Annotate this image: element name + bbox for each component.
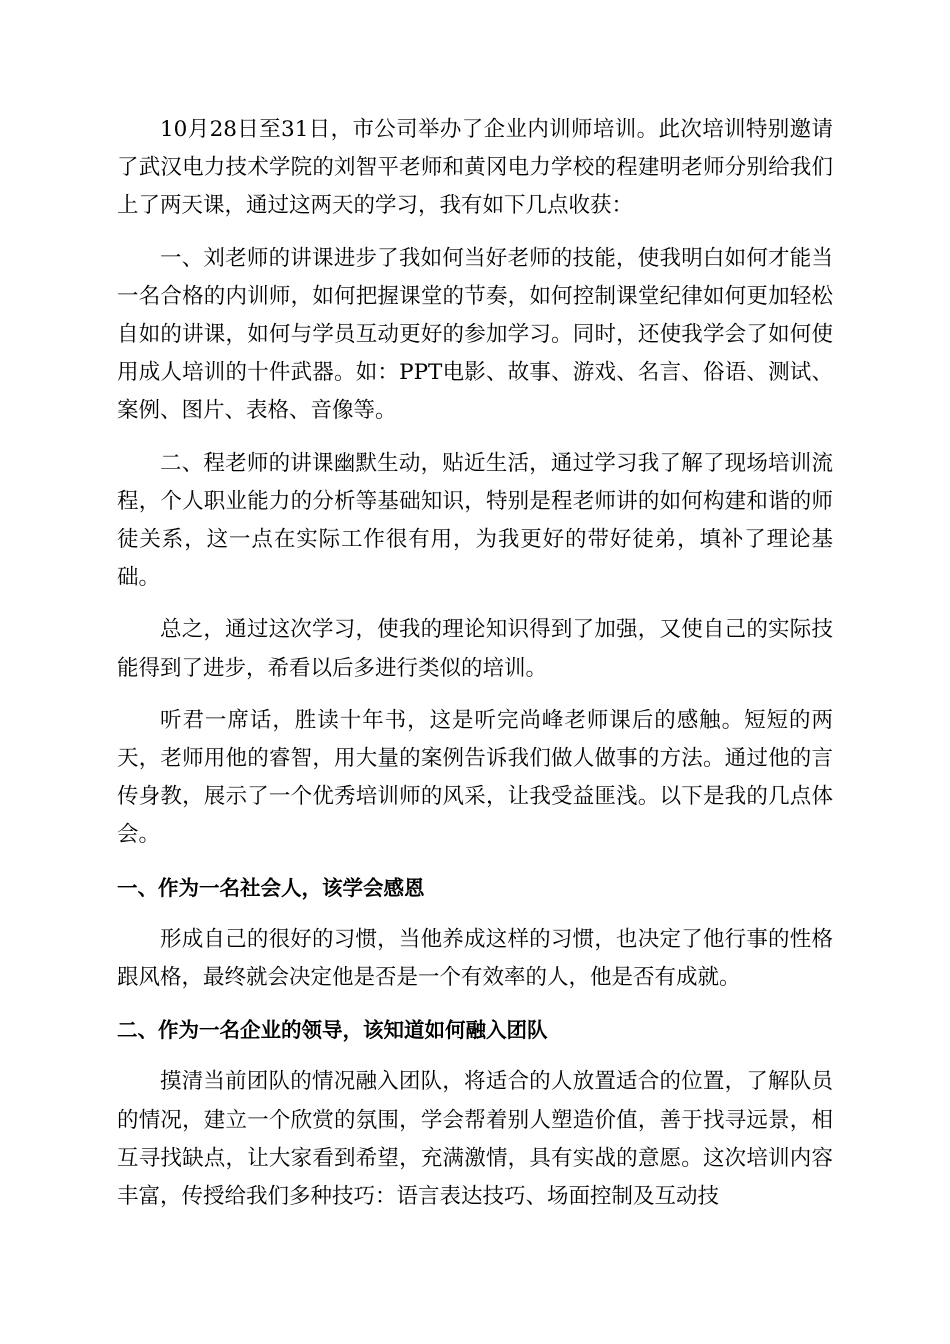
section-heading-gratitude: 一、作为一名社会人，该学会感恩 [117, 875, 425, 900]
paragraph-intro: 10月28日至31日，市公司举办了企业内训师培训。此次培训特别邀请了武汉电力技术学院的刘智平老师和黄冈电力学校的程建明老师分别给我们上了两天课，通过这两天的学习，我有如下几点收获： [117, 117, 833, 219]
paragraph-habits: 形成自己的很好的习惯，当他养成这样的习惯，也决定了他行事的性格跟风格，最终就会决定他是否是一个有效率的人，他是否有成就。 [117, 926, 833, 991]
section-heading-team: 二、作为一名企业的领导，该知道如何融入团队 [117, 1018, 548, 1043]
paragraph-point-one: 一、刘老师的讲课进步了我如何当好老师的技能，使我明白如何才能当一名合格的内训师，如何把握课堂的节奏，如何控制课堂纪律如何更加轻松自如的讲课，如何与学员互动更好的参加学习。同时，还使我学会了如何使用成人培训的十件武器。如：PPT电影、故事、游戏、名言、俗语、测试、案例、图片、表格、音像等。 [117, 245, 833, 424]
paragraph-summary: 总之，通过这次学习，使我的理论知识得到了加强，又使自己的实际技能得到了进步，希看以后多进行类似的培训。 [117, 617, 833, 681]
paragraph-reflection: 听君一席话，胜读十年书，这是听完尚峰老师课后的感触。短短的两天，老师用他的睿智，用大量的案例告诉我们做人做事的方法。通过他的言传身教，展示了一个优秀培训师的风采，让我受益匪浅。以下是我的几点体会。 [117, 707, 833, 848]
paragraph-team: 摸清当前团队的情况融入团队，将适合的人放置适合的位置，了解队员的情况，建立一个欣赏的氛围，学会帮着别人塑造价值，善于找寻远景，相互寻找缺点，让大家看到希望，充满激情，具有实战的意愿。这次培训内容丰富，传授给我们多种技巧：语言表达技巧、场面控制及互动技 [117, 1069, 833, 1210]
paragraph-point-two: 二、程老师的讲课幽默生动，贴近生活，通过学习我了解了现场培训流程，个人职业能力的分析等基础知识，特别是程老师讲的如何构建和谐的师徒关系，这一点在实际工作很有用，为我更好的带好徒弟，填补了理论基础。 [117, 450, 833, 591]
